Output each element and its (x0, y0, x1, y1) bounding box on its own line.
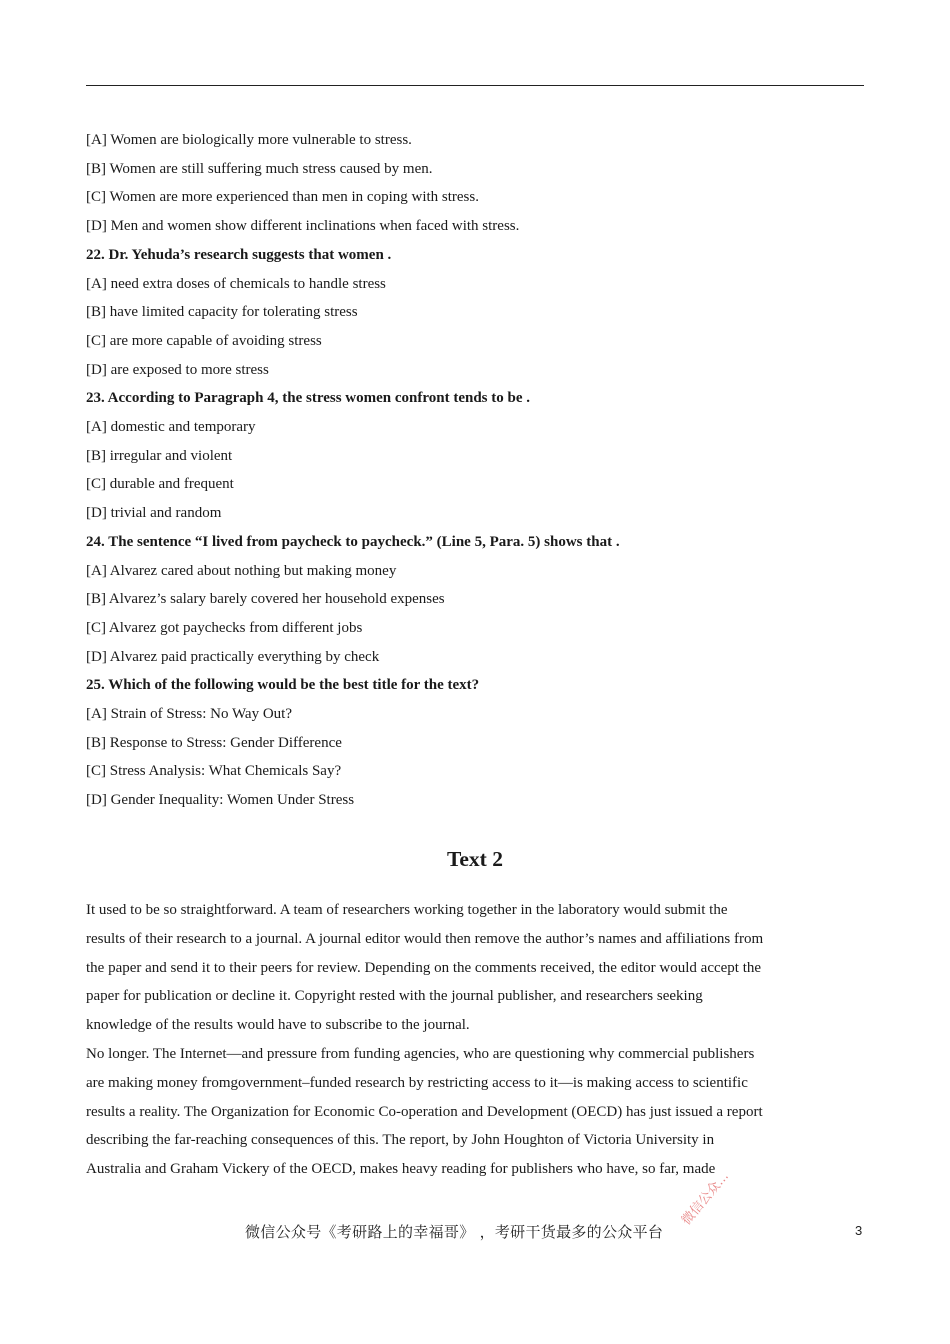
questions-block (86, 126, 864, 815)
answer-option: [C] Stress Analysis: What Chemicals Say? (86, 763, 342, 780)
answer-option: [A] Women are biologically more vulnerable to stress. (86, 132, 412, 148)
answer-option: [C] Alvarez got paychecks from different jobs (86, 619, 363, 636)
answer-option: [D] Men and women show different inclinations when faced with stress. (86, 218, 520, 235)
passage-line: are making money fromgovernment–funded research by restricting access to it—is making access to scientific (86, 1074, 748, 1091)
answer-option: [A] Alvarez cared about nothing but making money (86, 562, 397, 579)
passage-line: the paper and send it to their peers for review. Depending on the comments received, the editor would accept the (86, 959, 762, 976)
question-stem: 23. According to Paragraph 4, the stress women confront tends to be . (86, 390, 531, 407)
question-stem: 24. The sentence “I lived from paycheck to paycheck.” (Line 5, Para. 5) shows that . (86, 533, 620, 550)
answer-option: [B] Response to Stress: Gender Difference (86, 734, 342, 751)
header-rule (86, 85, 864, 86)
answer-option: [C] durable and frequent (86, 476, 234, 493)
watermark-stamp: 微信公众... (679, 1169, 732, 1229)
page-footer (0, 1218, 950, 1246)
page-number: 3 (855, 1223, 863, 1238)
question-stem: 22. Dr. Yehuda’s research suggests that women . (86, 246, 392, 263)
answer-option: [A] need extra doses of chemicals to handle stress (86, 275, 386, 292)
answer-option: [C] Women are more experienced than men in coping with stress. (86, 189, 479, 206)
passage-line: results of their research to a journal. A journal editor would then remove the author’s names and affiliations from (86, 930, 764, 947)
answer-option: [A] Strain of Stress: No Way Out? (86, 706, 292, 723)
answer-option: [D] trivial and random (86, 505, 222, 522)
answer-option: [B] irregular and violent (86, 447, 233, 464)
footer-text: 微信公众号《考研路上的幸福哥》 ，考研干货最多的公众平台 (245, 1223, 664, 1241)
section-title: Text 2 (447, 847, 503, 871)
answer-option: [D] are exposed to more stress (86, 361, 269, 378)
passage-line: paper for publication or decline it. Copyright rested with the journal publisher, and researchers seeking (86, 988, 703, 1005)
answer-option: [A] domestic and temporary (86, 419, 256, 436)
question-stem: 25. Which of the following would be the best title for the text? (86, 677, 480, 694)
passage-line: results a reality. The Organization for Economic Co-operation and Development (OECD) has just issued a report (86, 1103, 763, 1120)
answer-option: [C] are more capable of avoiding stress (86, 332, 322, 349)
answer-option: [B] have limited capacity for tolerating stress (86, 304, 358, 321)
answer-option: [D] Gender Inequality: Women Under Stress (86, 792, 355, 809)
passage-line: It used to be so straightforward. A team of researchers working together in the laboratory would submit the (86, 902, 728, 918)
passage-line: describing the far-reaching consequences of this. The report, by John Houghton of Victoria University in (86, 1132, 715, 1149)
passage-line: knowledge of the results would have to subscribe to the journal. (86, 1017, 470, 1034)
answer-option: [B] Women are still suffering much stress caused by men. (86, 160, 433, 177)
passage-line: Australia and Graham Vickery of the OECD, makes heavy reading for publishers who have, so far, made (86, 1161, 716, 1178)
answer-option: [B] Alvarez’s salary barely covered her household expenses (86, 591, 445, 608)
passage-line: No longer. The Internet—and pressure from funding agencies, who are questioning why commercial publishers (86, 1045, 755, 1062)
passage-text (86, 896, 864, 1184)
answer-option: [D] Alvarez paid practically everything by check (86, 648, 380, 665)
